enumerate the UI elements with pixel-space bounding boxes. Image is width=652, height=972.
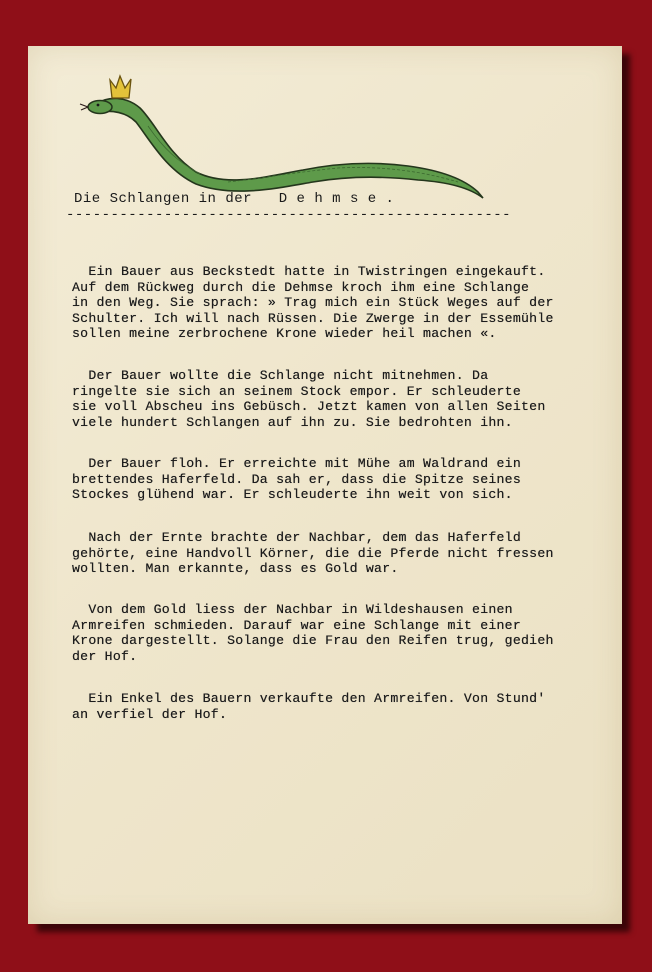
paragraph-5: Von dem Gold liess der Nachbar in Wildeshausen einen Armreifen schmieden. Darauf war eine Schlange mit einer Krone dargestellt. Solange die Frau den Reifen trug, gedieh der Hof. bbox=[72, 602, 554, 664]
paragraph-6: Ein Enkel des Bauern verkaufte den Armreifen. Von Stund' an verfiel der Hof. bbox=[72, 691, 546, 722]
crowned-snake-illustration bbox=[78, 66, 498, 206]
paragraph-4: Nach der Ernte brachte der Nachbar, dem das Haferfeld gehörte, eine Handvoll Körner, die die Pferde nicht fressen wollten. Man erkannte, dass es Gold war. bbox=[72, 530, 554, 576]
snake-eye bbox=[97, 104, 100, 107]
title-underline: -------------------------------------------------- bbox=[66, 207, 512, 223]
typewritten-page bbox=[28, 46, 622, 924]
document-title: Die Schlangen in der D e h m s e . bbox=[74, 191, 395, 207]
snake-tongue bbox=[80, 104, 88, 110]
paragraph-1: Ein Bauer aus Beckstedt hatte in Twistringen eingekauft. Auf dem Rückweg durch die Dehmse kroch ihm eine Schlange in den Weg. Sie sprach: » Trag mich ein Stück Weges auf der Schulter. Ich will nach Rüssen. Die Zwerge in der Essemühle sollen meine zerbrochene Krone wieder heil machen «. bbox=[72, 264, 554, 341]
snake-body bbox=[96, 98, 483, 198]
paragraph-3: Der Bauer floh. Er erreichte mit Mühe am Waldrand ein brettendes Haferfeld. Da sah er, dass die Spitze seines Stockes glühend war. Er schleuderte ihn weit von sich. bbox=[72, 456, 522, 502]
crown-icon bbox=[110, 76, 131, 98]
snake-head bbox=[88, 101, 112, 114]
paragraph-2: Der Bauer wollte die Schlange nicht mitnehmen. Da ringelte sie sich an seinem Stock empor. Er schleuderte sie voll Abscheu ins Gebüsch. Jetzt kamen von allen Seiten viele hundert Schlangen auf ihn zu. Sie bedrohten ihn. bbox=[72, 368, 546, 430]
